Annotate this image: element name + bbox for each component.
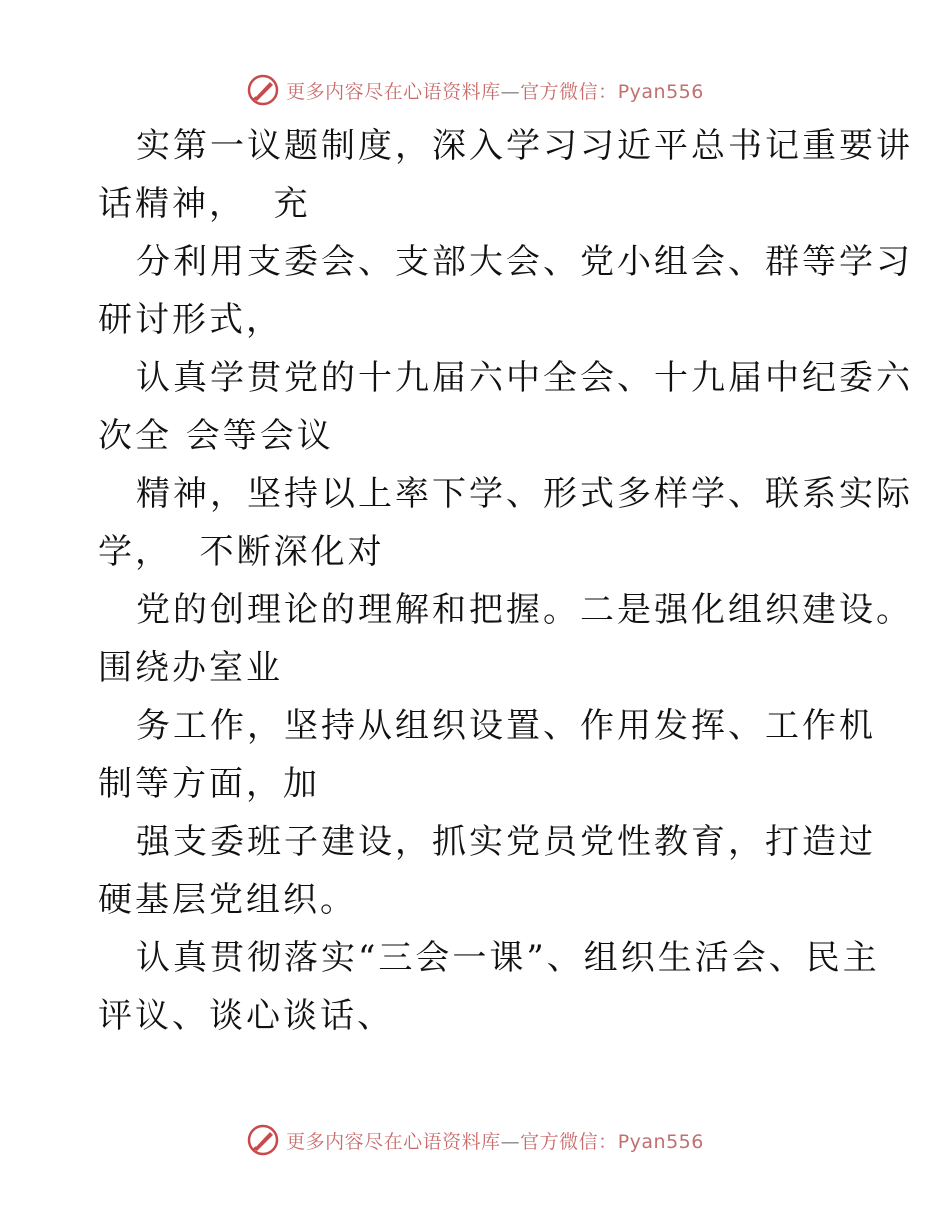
watermark-cn: 更多内容尽在心语资料库 [286, 1130, 501, 1153]
paragraph-1-line-2: 话精神， 充 [98, 184, 311, 224]
watermark-official: 官方微信： [520, 1130, 618, 1153]
watermark-text [286, 1127, 704, 1154]
watermark-id: Pyan556 [617, 80, 704, 103]
quill-logo-icon [246, 1123, 280, 1157]
watermark-text [286, 77, 704, 104]
paragraph-7-line-2: 硬基层党组织。 [98, 880, 357, 920]
paragraph-2-line-2: 研讨形式， [98, 300, 283, 340]
paragraph-3-line-2: 次全 会等会议 [98, 416, 334, 456]
paragraph-4-line-1: 精神，坚持以上率下学、形式多样学、联系实际 [136, 474, 913, 514]
header-watermark [0, 70, 950, 110]
paragraph-4-line-2: 学， 不断深化对 [98, 532, 385, 572]
paragraph-5-line-2: 围绕办室业 [98, 648, 283, 688]
paragraph-6-line-2: 制等方面，加 [98, 764, 320, 804]
watermark-dash: — [500, 80, 521, 103]
watermark-official: 官方微信： [520, 80, 618, 103]
paragraph-3-line-1: 认真学贯党的十九届六中全会、十九届中纪委六 [136, 358, 913, 398]
watermark-cn: 更多内容尽在心语资料库 [286, 80, 501, 103]
paragraph-7-line-1: 强支委班子建设，抓实党员党性教育，打造过 [136, 822, 876, 862]
paragraph-8-line-1: 认真贯彻落实“三会一课”、组织生活会、民主 [136, 938, 880, 978]
paragraph-2-line-1: 分利用支委会、支部大会、党小组会、群等学习 [136, 242, 913, 282]
watermark-id: Pyan556 [617, 1130, 704, 1153]
paragraph-1-line-1: 实第一议题制度，深入学习习近平总书记重要讲 [136, 126, 913, 166]
paragraph-5-line-1: 党的创理论的理解和把握。二是强化组织建设。 [136, 590, 913, 630]
quill-logo-icon [246, 73, 280, 107]
paragraph-8-line-2: 评议、谈心谈话、 [98, 996, 394, 1036]
watermark-dash: — [500, 1130, 521, 1153]
footer-watermark [0, 1120, 950, 1160]
paragraph-6-line-1: 务工作，坚持从组织设置、作用发挥、工作机 [136, 706, 876, 746]
